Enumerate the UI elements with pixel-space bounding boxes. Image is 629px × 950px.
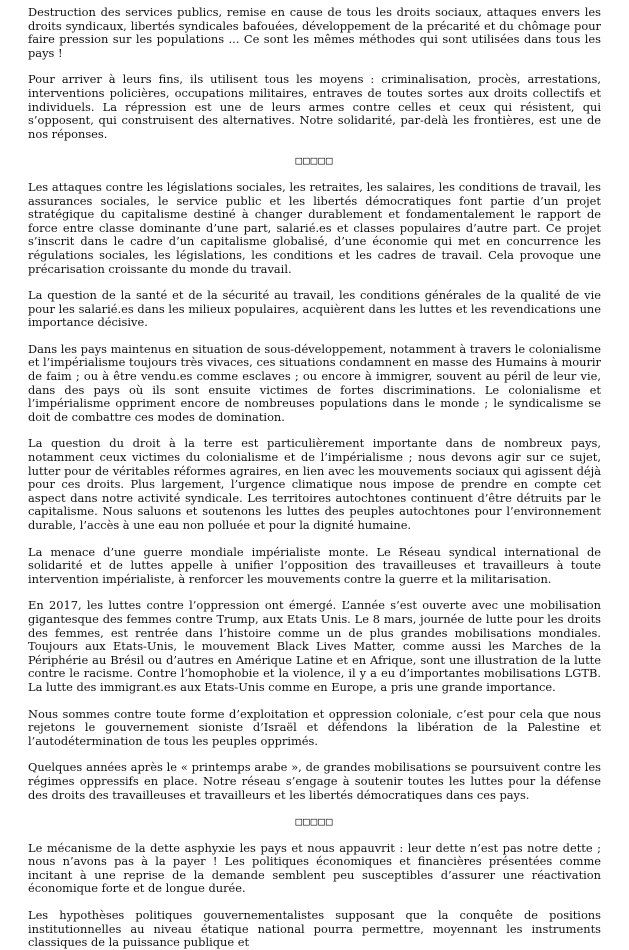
paragraph-services-publics: Destruction des services publics, remise en cause de tous les droits sociaux, attaques envers les droits syndicaux, libertés syndicales bafouées, développement de la précarité et du chômage pour faire pression sur les populations ... Ce sont les mêmes méthodes qui sont utilisées dans tous les pays ! bbox=[28, 5, 601, 60]
paragraph-oppression-coloniale: Nous sommes contre toute forme d’exploitation et oppression coloniale, c’est pour cela que nous rejetons le gouvernement sioniste d’Israël et défendons la libération de la Palestine et l’autodétermination de tous les peuples opprimés. bbox=[28, 706, 601, 748]
paragraph-dette: Le mécanisme de la dette asphyxie les pays et nous appauvrit : leur dette n’est pas notre dette ; nous n’avons pas à la payer ! Les politiques économiques et financières présentées comme incitant à une reprise de la demande semblent peu susceptibles d’assurer une réactivation économique forte et de longue durée. bbox=[28, 840, 601, 896]
section-separator: □□□□□ bbox=[295, 815, 334, 829]
paragraph-sous-developpement: Dans les pays maintenus en situation de sous-développement, notamment à travers le colonialisme et l’impérialisme toujours très vivaces, ces situations condamnent en masse des Humains à mourir de faim ; ou à être vendu.es comme esclaves ; ou encore à immigrer, souvent au péril de leur vie, dans des pays où ils sont ensuite victimes de fortes discriminations. Le colonialisme et l’impérialisme oppriment encore de nombreuses populations dans le monde ; le syndicalisme se doit de combattre ces modes de domination. bbox=[28, 341, 601, 424]
paragraph-droit-terre: La question du droit à la terre est particulièrement importante dans de nombreux pays, notamment ceux victimes du colonialisme et de l’impérialisme ; nous devons agir sur ce sujet, lutter pour de véritables réformes agraires, en lien avec les mouvements sociaux qui agissent déjà pour ces droits. Plus largement, l’urgence climatique nous impose de prendre en compte cet aspect dans notre activité syndicale. Les territoires autochtones continuent d’être détruits par le capitalisme. Nous saluons et soutenons les luttes des peuples autochtones pour l’environnement durable, l’accès à une eau non polluée et pour la dignité humaine. bbox=[28, 436, 601, 532]
paragraph-hypotheses-politiques: Les hypothèses politiques gouvernementalistes supposant que la conquête de positions institutionnelles au niveau étatique national pourra permettre, moyennant les instruments classiques de la puissance publique et bbox=[28, 908, 601, 950]
paragraph-sante-securite: La question de la santé et de la sécurité au travail, les conditions générales de la qualité de vie pour les salarié.es dans les milieux populaires, acquièrent dans les luttes et les revendications une importance décisive. bbox=[28, 288, 601, 330]
paragraph-guerre-imperialiste: La menace d’une guerre mondiale impérialiste monte. Le Réseau syndical international de solidarité et de luttes appelle à unifier l’opposition des travailleuses et travailleurs à toute intervention impérialiste, à renforcer les mouvements contre la guerre et la militarisation. bbox=[28, 544, 601, 586]
paragraph-luttes-2017: En 2017, les luttes contre l’oppression ont émergé. L’année s’est ouverte avec une mobilisation gigantesque des femmes contre Trump, aux Etats Unis. Le 8 mars, journée de lutte pour les droits des femmes, est rentrée dans l’histoire comme un de plus grandes mobilisations mondiales. Toujours aux Etats-Unis, le mouvement Black Lives Matter, comme aussi les Marches de la Périphérie au Brésil ou d’autres en Amérique Latine et en Afrique, sont une illustration de la lutte contre le racisme. Contre l’homophobie et la violence, il y a eu d’importantes mobilisations LGTB. La lutte des immigrant.es aux Etats-Unis comme en Europe, a pris une grande importance. bbox=[28, 598, 601, 694]
paragraph-attaques-legislations: Les attaques contre les législations sociales, les retraites, les salaires, les conditions de travail, les assurances sociales, le service public et les libertés démocratiques font partie d’un projet stratégique du capitalisme destiné à changer durablement et fondamentalement le rapport de force entre classe dominante d’une part, salarié.es et classes populaires d’autre part. Ce projet s’inscrit dans le cadre d’un capitalisme globalisé, d’une économie qui met en concurrence les régulations sociales, les législations, les conditions et les cadres de travail. Cela provoque une précarisation croissante du monde du travail. bbox=[28, 179, 601, 276]
paragraph-moyens-repression: Pour arriver à leurs fins, ils utilisent tous les moyens : criminalisation, procès, arrestations, interventions policières, occupations militaires, entraves de toutes sortes aux droits collectifs et individuels. La répression est une de leurs armes contre celles et ceux qui résistent, qui s’opposent, qui construisent des alternatives. Notre solidarité, par-delà les frontières, est une de nos réponses. bbox=[28, 72, 601, 141]
section-separator: □□□□□ bbox=[295, 154, 334, 168]
paragraph-printemps-arabe: Quelques années après le « printemps arabe », de grandes mobilisations se poursuivent contre les régimes oppressifs en place. Notre réseau s’engage à soutenir toutes les luttes pour la défense des droits des travailleuses et travailleurs et les libertés démocratiques dans ces pays. bbox=[28, 760, 601, 802]
